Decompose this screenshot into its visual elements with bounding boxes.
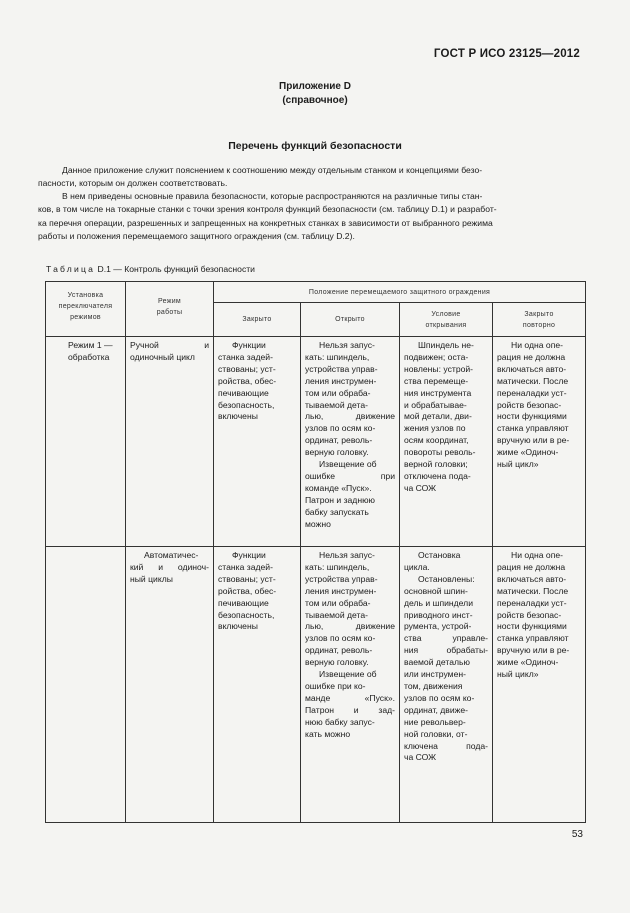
header-selector: Установка переключателя режимов: [46, 282, 126, 337]
header-reclosed: Закрыто повторно: [493, 303, 586, 337]
page-number: 53: [571, 829, 583, 840]
cell-reclosed: Ни одна опе- рация не должна включаться авто- матически. После переналадки уст- ройств безопас- ности функциями станка управляют вручную или в ре- жиме «Одиноч- ный цикл»: [493, 337, 586, 547]
cell-mode: Автоматичес- кий и одиноч- ный циклы: [126, 547, 214, 823]
table-caption-text: D.1 — Контроль функций безопасности: [97, 264, 255, 274]
annex-heading: [0, 80, 630, 108]
standard-header: ГОСТ Р ИСО 23125—2012: [433, 48, 580, 60]
table-row: [46, 337, 586, 547]
table-caption: [46, 264, 255, 274]
cell-selector: Режим 1 — обработка: [46, 337, 126, 547]
safety-functions-table: [45, 281, 586, 823]
cell-closed: Функции станка задей- ствованы; уст- ройства, обес- печивающие безопасность, включены: [214, 547, 301, 823]
cell-selector: [46, 547, 126, 823]
cell-conditional: Шпиндель не- подвижен; оста- новлены: устрой- ства перемеще- ния инструмента и обрабатывае- мой детали, дви- жения узлов по осям координат, повороты револь- верной головки; отключена пода- ча СОЖ: [400, 337, 493, 547]
header-open: Открыто: [301, 303, 400, 337]
cell-closed: Функции станка задей- ствованы; уст- ройства, обес- печивающие безопасность, включены: [214, 337, 301, 547]
cell-reclosed: Ни одна опе- рация не должна включаться авто- матически. После переналадки уст- ройств безопас- ности функциями станка управляют вручную или в ре- жиме «Одиноч- ный цикл»: [493, 547, 586, 823]
header-conditional: Условие открывания: [400, 303, 493, 337]
table-caption-label: Таблица: [46, 264, 96, 274]
cell-open: Нельзя запус- кать: шпиндель, устройства управ- ления инструмен- том или обраба- тываемой дета- лью, движение узлов по осям ко- ординат, револь- верную головку. Извещение об ошибке при команде «Пуск». Патрон и заднюю бабку запускать можно: [301, 337, 400, 547]
cell-mode: Ручной и одиночный цикл: [126, 337, 214, 547]
section-title: Перечень функций безопасности: [228, 140, 402, 152]
cell-conditional: Остановка цикла. Остановлены: основной шпин- дель и шпиндели приводного инст- румента, устрой- ства управле- ния обрабаты- ваемой деталью или инструмен- том, движения узлов по осям ко- ординат, движе- ние револьвер- ной головки, от- ключена пода- ча СОЖ: [400, 547, 493, 823]
intro-paragraph-1: Данное приложение служит пояснением к соотношению между отдельным станком и концепциями безо- пасности, которым он должен соответствовать.: [38, 165, 483, 189]
header-mode: Режим работы: [126, 282, 214, 337]
header-closed: Закрыто: [214, 303, 301, 337]
intro-paragraph-2: В нем приведены основные правила безопасности, которые распространяются на различные типы стан- ков, в том числе на токарные станки с точки зрения контроля функций безопасности (см. таблицу D.1) и разработ- ка перечня операции, разрешенных и запрещенных на конкретных станках в зависимости от выбранного режима работы и положения перемещаемого защитного ограждения (см. таблицу D.2).: [38, 191, 497, 242]
cell-open: Нельзя запус- кать: шпиндель, устройства управ- ления инструмен- том или обраба- тываемой дета- лью, движение узлов по осям ко- ординат, револь- верную головку. Извещение об ошибке при ко- манде «Пуск». Патрон и зад- нюю бабку запус- кать можно: [301, 547, 400, 823]
header-guard-position: Положение перемещаемого защитного ограждения: [214, 282, 586, 303]
annex-subtitle: (справочное): [282, 95, 348, 106]
table-row: [46, 547, 586, 823]
annex-title: Приложение D: [279, 81, 351, 92]
